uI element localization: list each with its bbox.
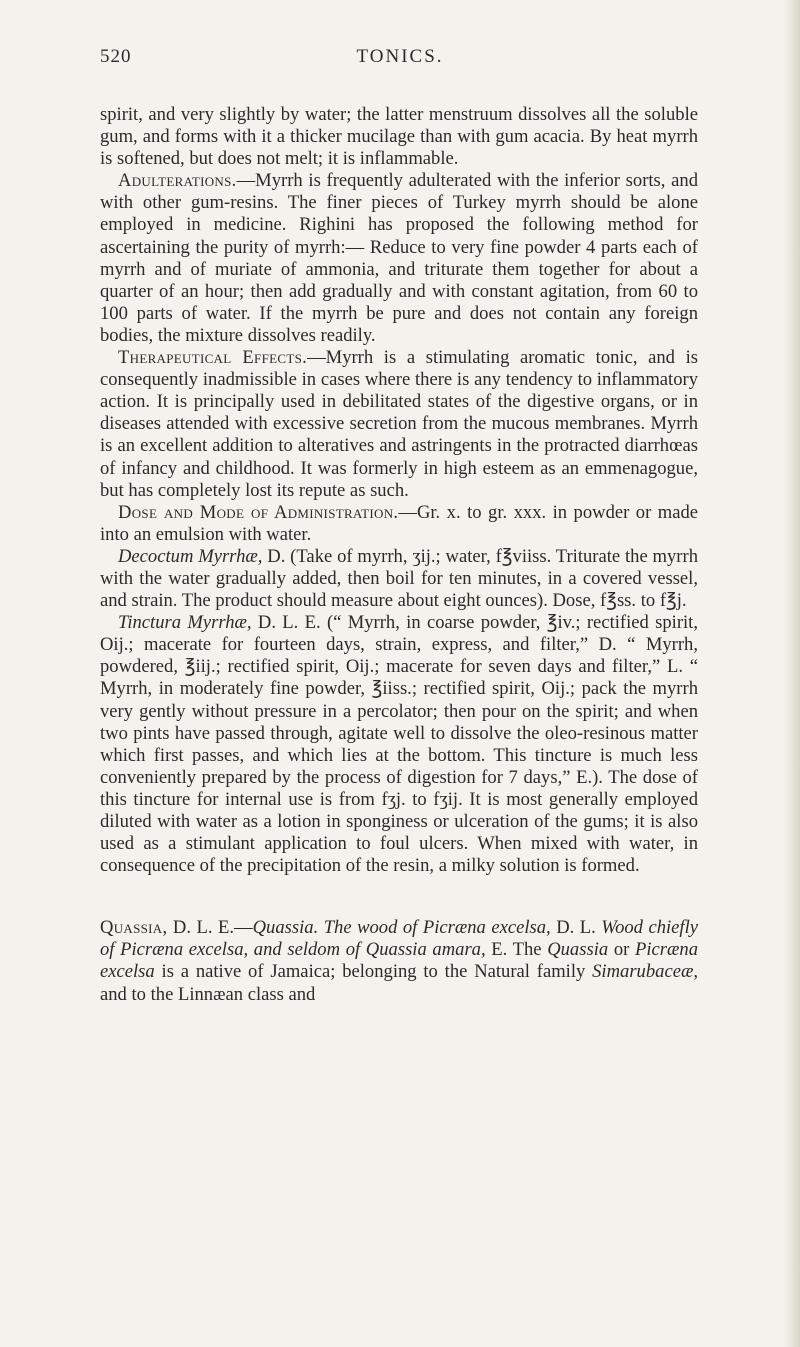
paragraph-adulterations: Adulterations.—Myrrh is frequently adulterated with the inferior sorts, and with other gum-resins. The finer pieces of Turkey myrrh should be alone employed in medicine. Righini has proposed the following method for ascertaining the purity of myrrh:— Reduce to very fine powder 4 parts each of myrrh and of muriate of ammonia, and triturate them together for about a quarter of an hour; then add gradually and with constant agitation, from 60 to 100 parts of water. If the myrrh be pure and does not contain any foreign bodies, the mixture dissolves readily. <box>100 170 698 346</box>
paragraph-therapeutical-effects: Therapeutical Effects.—Myrrh is a stimulating aromatic tonic, and is consequently inadmissible in cases where there is any tendency to inflammatory action. It is principally used in debilitated states of the digestive organs, or in diseases attended with excessive secretion from the mucous membranes. Myrrh is an excellent addition to alteratives and astringents in the protracted diarrhœas of infancy and childhood. It was formerly in high esteem as an emmenagogue, but has completely lost its repute as such. <box>100 347 698 501</box>
paragraph-tinctura: Tinctura Myrrhæ, D. L. E. (“ Myrrh, in coarse powder, ℥iv.; rectified spirit, Oij.; macerate for fourteen days, strain, express, and filter,” D. “ Myrrh, powdered, ℥iij.; rectified spirit, Oij.; macerate for seven days and filter,” L. “ Myrrh, in moderately fine powder, ℥iiss.; rectified spirit, Oij.; pack the myrrh very gently without pressure in a percolator; then pour on the spirit; and when two pints have passed through, agitate well to dissolve the oleo-resinous matter which first passes, and which lies at the bottom. This tincture is much less conveniently prepared by the process of digestion for 7 days,” E.). The dose of this tincture for internal use is from fʒj. to fʒij. It is most generally employed diluted with water as a lotion in sponginess or ulceration of the gums; it is also used as a stimulant application to foul ulcers. When mixed with water, in consequence of the precipitation of the resin, a milky solution is formed. <box>100 612 698 877</box>
section-heading: Adulterations. <box>118 170 237 192</box>
entry-heading: Quassia, <box>100 917 168 939</box>
page-number: 520 <box>100 46 132 67</box>
paragraph-decoctum: Decoctum Myrrhæ, D. (Take of myrrh, ʒij.; water, f℥viiss. Triturate the myrrh with the water gradually added, then boil for ten minutes, in a covered vessel, and strain. The product should measure about eight ounces). Dose, f℥ss. to f℥j. <box>100 545 698 612</box>
body-text <box>100 104 698 1006</box>
section-heading: Dose and Mode of Administration. <box>118 501 399 523</box>
running-head: TONICS. <box>356 46 444 67</box>
page-header <box>100 46 700 76</box>
paragraph-properties: spirit, and very slightly by water; the latter menstruum dissolves all the soluble gum, and forms with it a thicker mucilage than with gum acacia. By heat myrrh is softened, but does not melt; it is inflammable. <box>100 104 698 170</box>
preparation-name: Decoctum Myrrhæ, <box>118 545 263 567</box>
preparation-name: Tinctura Myrrhæ, <box>118 612 252 634</box>
paragraph-quassia: Quassia, D. L. E.—Quassia. The wood of Picræna excelsa, D. L. Wood chiefly of Picræna excelsa, and seldom of Quassia amara, E. The Quassia or Picræna excelsa is a native of Jamaica; belonging to the Natural family Simarubaceæ, and to the Linnæan class and <box>100 917 699 1005</box>
paragraph-dose: Dose and Mode of Administration.—Gr. x. to gr. xxx. in powder or made into an emulsion with water. <box>100 501 698 545</box>
section-heading: Therapeutical Effects. <box>118 347 308 369</box>
section-gap <box>100 877 698 917</box>
page-edge-shadow <box>784 0 800 1347</box>
